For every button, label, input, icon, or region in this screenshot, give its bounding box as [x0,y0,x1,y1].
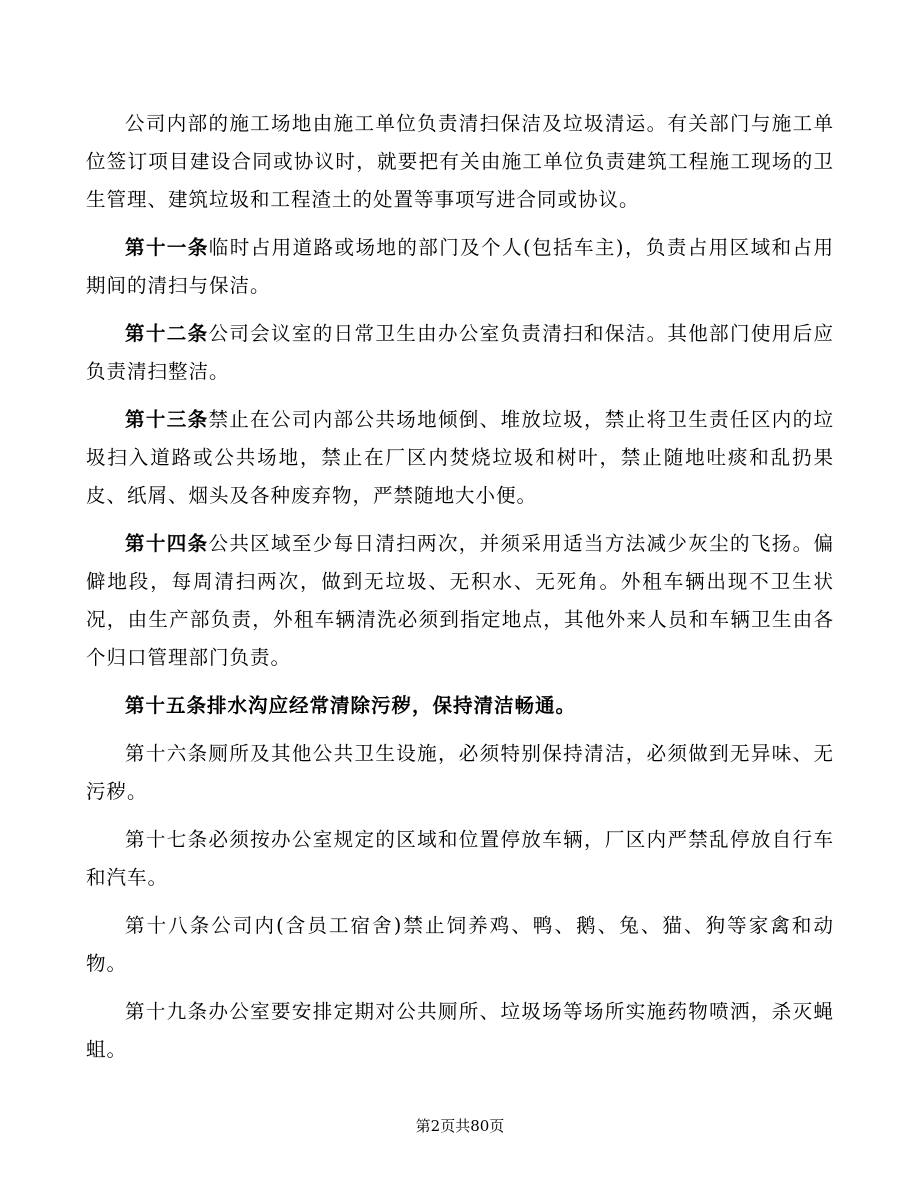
paragraph-text: 第十七条必须按办公室规定的区域和位置停放车辆，厂区内严禁乱停放自行车和汽车。 [86,828,834,889]
paragraph-article-18 [86,907,834,983]
paragraph-text: 第十六条厕所及其他公共卫生设施，必须特别保持清洁，必须做到无异味、无污秽。 [86,742,834,803]
paragraph-article-19 [86,993,834,1069]
paragraph-text: 临时占用道路或场地的部门及个人(包括车主)，负责占用区域和占用期间的清扫与保洁。 [86,236,834,297]
paragraph-article-13 [86,401,834,515]
paragraph-text: 公司会议室的日常卫生由办公室负责清扫和保洁。其他部门使用后应负责清扫整洁。 [86,322,834,383]
article-label: 第十四条 [125,532,209,555]
paragraph-text: 第十八条公司内(含员工宿舍)禁止饲养鸡、鸭、鹅、兔、猫、狗等家禽和动物。 [86,914,834,975]
page-number: 第2页共80页 [415,1117,505,1135]
paragraph-text: 公司内部的施工场地由施工单位负责清扫保洁及垃圾清运。有关部门与施工单位签订项目建设合同或协议时，就要把有关由施工单位负责建筑工程施工现场的卫生管理、建筑垃圾和工程渣土的处置等事项写进合同或协议。 [86,112,834,211]
paragraph-text: 第十九条办公室要安排定期对公共厕所、垃圾场等场所实施药物喷洒，杀灭蝇蛆。 [86,1000,834,1061]
paragraph-construction-site [86,105,834,219]
article-label: 第十三条 [125,408,209,431]
article-label: 第十一条 [125,236,209,259]
document-body [86,105,834,1079]
paragraph-article-15 [86,687,834,725]
paragraph-article-14 [86,525,834,677]
paragraph-article-11 [86,229,834,305]
paragraph-text: 禁止在公司内部公共场地倾倒、堆放垃圾，禁止将卫生责任区内的垃圾扫入道路或公共场地，禁止在厂区内焚烧垃圾和树叶，禁止随地吐痰和乱扔果皮、纸屑、烟头及各种废弃物，严禁随地大小便。 [86,408,834,507]
paragraph-text: 公共区域至少每日清扫两次，并须采用适当方法减少灰尘的飞扬。偏僻地段，每周清扫两次，做到无垃圾、无积水、无死角。外租车辆出现不卫生状况，由生产部负责，外租车辆清洗必须到指定地点，其他外来人员和车辆卫生由各个归口管理部门负责。 [86,532,834,669]
page-footer [0,1115,920,1136]
paragraph-article-17 [86,821,834,897]
paragraph-text: 第十五条排水沟应经常清除污秽，保持清洁畅通。 [125,694,577,717]
article-label: 第十二条 [125,322,209,345]
paragraph-article-16 [86,735,834,811]
paragraph-article-12 [86,315,834,391]
